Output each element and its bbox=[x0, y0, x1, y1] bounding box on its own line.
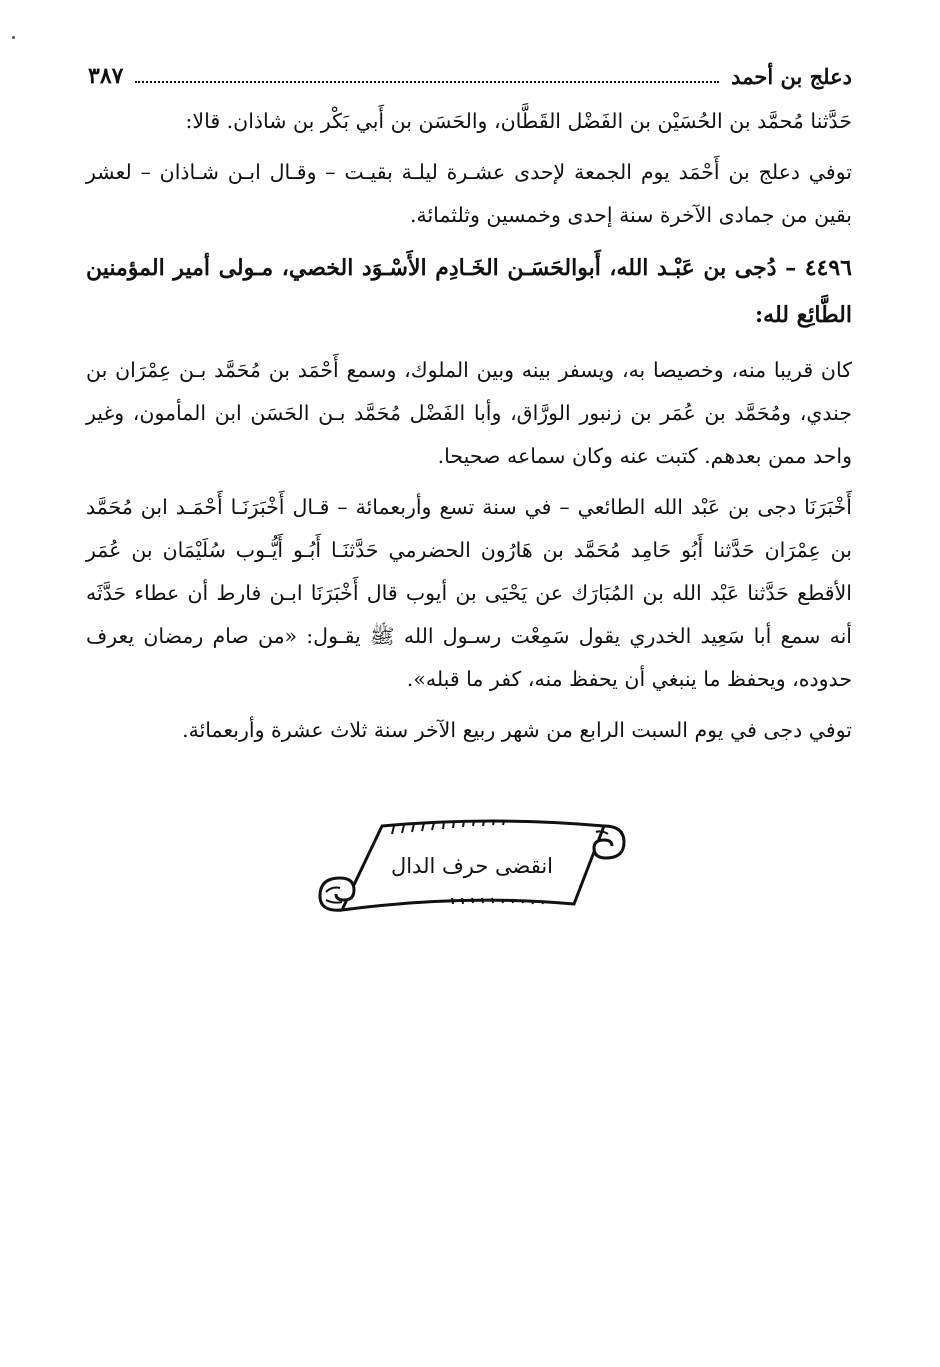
paragraph-isnad: حَدَّثنا مُحمَّد بن الحُسَيْن بن الفَضْل القَطَّان، والحَسَن بن أَبي بَكْر بن شاذان. قالا: bbox=[185, 109, 852, 133]
paragraph-hadith: أَخْبَرَنَا دجى بن عَبْد الله الطائعي – في سنة تسع وأربعمائة – قـال أَخْبَرَنَـا أَحْمَـد ابن مُحَمَّد بن عِمْرَان حَدَّثنا أَبُو حَامِد مُحَمَّد بن هَارُون الحضرمي حَدَّثنَـا أَبُـو أَيُّـوب سُلَيْمَان بن عُمَر الأقطع حَدَّثنا عَبْد الله بن المُبَارَك عن يَحْيَى بن أيوب قال أَخْبَرَنَا ابـن فارط أن عطاء حَدَّثَه أنه سمع أبا سَعِيد الخدري يقول سَمِعْت رسـول الله ﷺ يقـول: «من صام رمضان يعرف حدوده، ويحفظ ما ينبغي أن يحفظ منه، كفر ما قبله». bbox=[86, 495, 852, 691]
paragraph-death-duja: توفي دجى في يوم السبت الرابع من شهر ربيع الآخر سنة ثلاث عشرة وأربعمائة. bbox=[182, 718, 852, 742]
page-header bbox=[88, 58, 852, 94]
running-title: دعلج بن أحمد bbox=[731, 63, 852, 89]
ornament-label: انقضى حرف الدال bbox=[390, 854, 554, 878]
page-body bbox=[86, 100, 852, 760]
paragraph-biography: كان قريبا منه، وخصيصا به، ويسفر بينه وبين الملوك، وسمع أَحْمَد بن مُحَمَّد بـن عِمْرَان بن جندي، ومُحَمَّد بن عُمَر بن زنبور الورَّاق، وأبا الفَضْل مُحَمَّد بـن الحَسَن ابن المأمون، وغير واحد ممن بعدهم. كتبت عنه وكان سماعه صحيحا. bbox=[86, 358, 852, 468]
paragraph-death-dalaj: توفي دعلج بن أَحْمَد يوم الجمعة لإحدى عشـرة ليلـة بقيـت – وقـال ابـن شـاذان – لعشر بقين من جمادى الآخرة سنة إحدى وخمسين وثلثمائة. bbox=[86, 160, 852, 227]
leader-dots bbox=[135, 81, 719, 83]
section-end-ornament bbox=[312, 812, 632, 922]
biography-entry-heading: ٤٤٩٦ – دُجى بن عَبْـد الله، أَبوالحَسَـن الخَـادِم الأَسْـوَد الخصي، مـولى أمير المؤمنين الطَّائِع لله: bbox=[86, 255, 852, 328]
scan-speck bbox=[12, 36, 15, 39]
page-number: ٣٨٧ bbox=[88, 63, 124, 89]
